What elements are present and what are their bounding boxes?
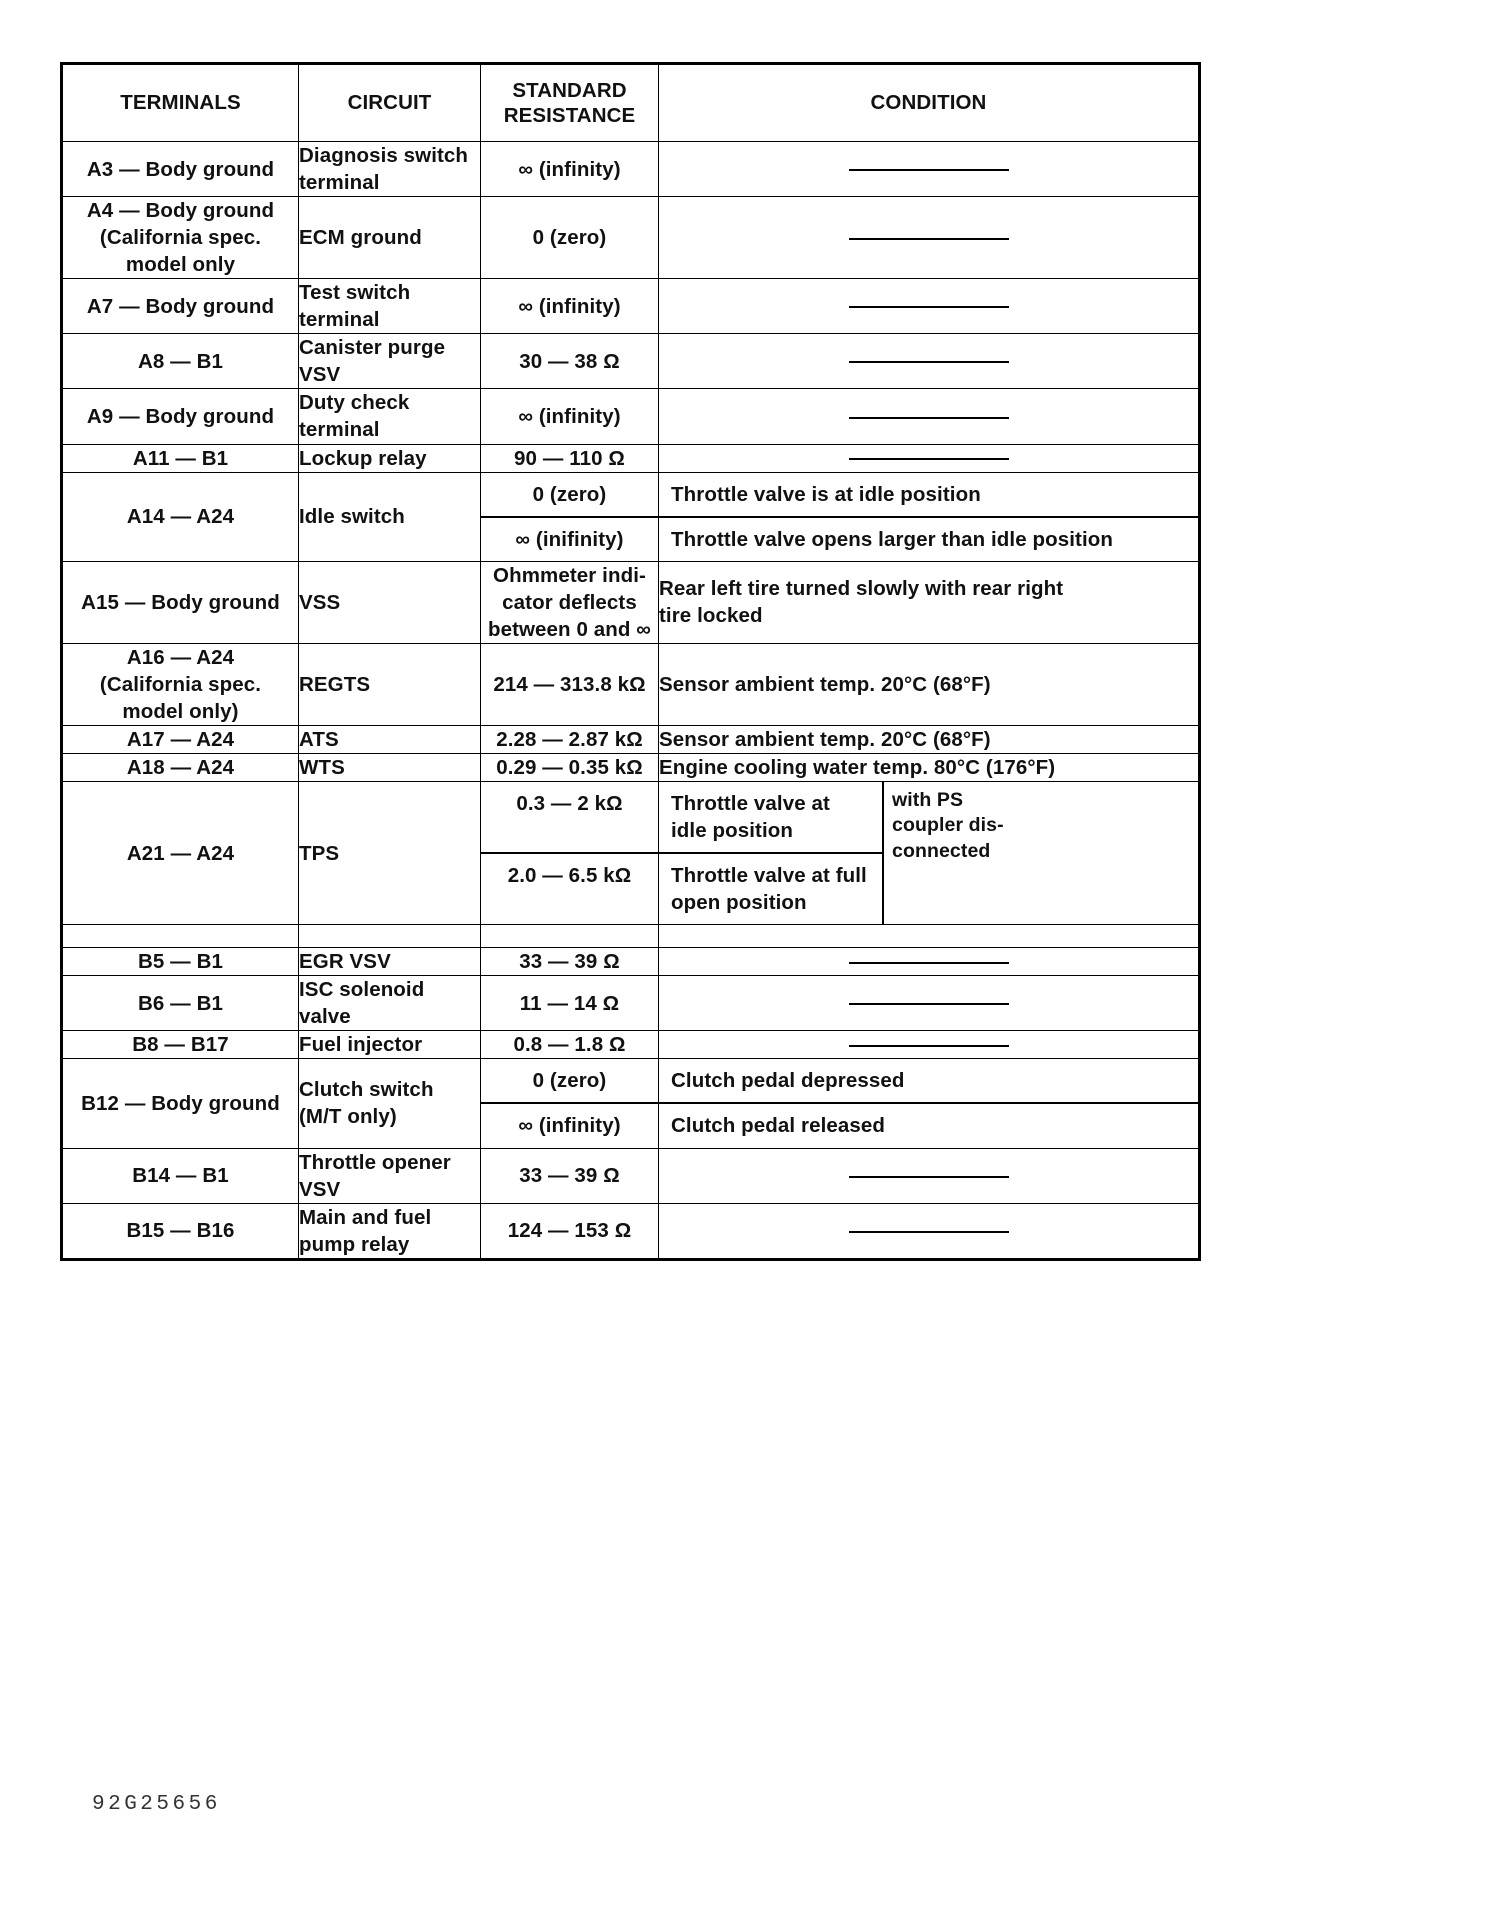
cell-terminals <box>62 753 299 781</box>
terminals-line-1: A8 — B1 <box>137 349 223 373</box>
cell-circuit <box>299 1031 481 1059</box>
terminals-line-1: A17 — A24 <box>126 727 235 751</box>
table-row <box>62 753 1200 781</box>
terminals-line-1: A11 — B1 <box>132 446 229 470</box>
cell-resistance: 11 — 14 Ω <box>481 976 659 1031</box>
cell-circuit <box>299 334 481 389</box>
cell-terminals <box>62 472 299 561</box>
circuit-line-1: Test switch <box>299 281 411 305</box>
terminals-line-1: B15 — B16 <box>126 1219 235 1243</box>
cell-resistance: 90 — 110 Ω <box>481 444 659 472</box>
section-spacer-row <box>62 925 1200 948</box>
table-row <box>62 782 1200 925</box>
cell-resistance: 33 — 39 Ω <box>481 1148 659 1203</box>
cell-circuit <box>299 782 481 925</box>
no-condition-dash <box>849 361 1009 363</box>
cell-resistance: ∞ (infinity) <box>481 279 659 334</box>
circuit-line-2: VSV <box>299 1177 341 1201</box>
cell-terminals <box>62 1148 299 1203</box>
cell-condition <box>659 948 1200 976</box>
cell-resistance: 0 (zero) <box>481 1059 658 1104</box>
cell-resistance: 0 (zero) <box>481 473 658 518</box>
cell-terminals <box>62 976 299 1031</box>
table-row <box>62 561 1200 643</box>
circuit-line-1: Main and fuel <box>299 1205 432 1229</box>
cell-condition <box>659 334 1200 389</box>
ps-note-line-1: with PS <box>892 789 964 812</box>
terminals-line-1: B6 — B1 <box>137 991 223 1015</box>
cell-circuit <box>299 279 481 334</box>
circuit-line-1: REGTS <box>299 672 371 696</box>
no-condition-dash <box>849 306 1009 308</box>
cell-condition <box>659 976 1200 1031</box>
cell-terminals <box>62 279 299 334</box>
circuit-line-2: terminal <box>299 308 380 332</box>
cell-resistance: 214 — 313.8 kΩ <box>481 643 659 725</box>
cell-resistance: 33 — 39 Ω <box>481 948 659 976</box>
ecm-terminal-resistance-table <box>60 62 1201 1261</box>
cell-circuit <box>299 472 481 561</box>
table-row <box>62 389 1200 444</box>
circuit-line-1: ATS <box>299 727 339 751</box>
cell-terminals <box>62 1031 299 1059</box>
circuit-line-2: pump relay <box>299 1232 410 1256</box>
circuit-line-1: VSS <box>299 590 341 614</box>
cell-terminals <box>62 561 299 643</box>
sub-row <box>481 782 882 854</box>
circuit-line-1: Clutch switch <box>299 1078 434 1102</box>
header-standard-resistance <box>481 64 659 142</box>
no-condition-dash <box>849 417 1009 419</box>
cell-terminals <box>62 444 299 472</box>
terminals-line-1: A21 — A24 <box>126 841 235 865</box>
table-row <box>62 334 1200 389</box>
cell-condition: Throttle valve at full open position <box>671 864 867 915</box>
cell-condition: Clutch pedal depressed <box>659 1059 1198 1104</box>
cell-ps-coupler-note <box>882 782 1198 924</box>
terminals-line-1: B5 — B1 <box>137 950 223 974</box>
circuit-line-2: VSV <box>299 363 341 387</box>
cell-condition <box>659 389 1200 444</box>
table-row <box>62 725 1200 753</box>
page-footer-code: 92G25656 <box>92 1793 221 1816</box>
cell-terminals <box>62 643 299 725</box>
cell-resistance: 0.29 — 0.35 kΩ <box>481 753 659 781</box>
cell-condition <box>659 1148 1200 1203</box>
circuit-line-1: Diagnosis switch <box>299 144 469 167</box>
table-row <box>62 444 1200 472</box>
terminals-line-1: A4 — Body ground <box>86 199 275 223</box>
spacer-cell <box>299 925 481 948</box>
terminals-line-1: B8 — B17 <box>132 1033 229 1057</box>
table-body <box>62 142 1200 1260</box>
table-row <box>62 279 1200 334</box>
circuit-line-1: Duty check <box>299 391 410 415</box>
table-row <box>62 948 1200 976</box>
ps-note-line-3: connected <box>892 839 991 862</box>
circuit-line-1: ISC solenoid <box>299 978 425 1002</box>
no-condition-dash <box>849 458 1009 460</box>
cell-circuit <box>299 197 481 279</box>
table-row <box>62 1203 1200 1259</box>
circuit-line-2: valve <box>299 1005 351 1029</box>
no-condition-dash <box>849 962 1009 964</box>
circuit-line-1: Idle switch <box>299 505 405 529</box>
cell-condition: Throttle valve is at idle position <box>659 473 1198 518</box>
terminals-line-2: (California spec. <box>99 672 262 696</box>
cell-circuit <box>299 753 481 781</box>
cell-resistance: 0.8 — 1.8 Ω <box>481 1031 659 1059</box>
cell-condition <box>659 279 1200 334</box>
cell-terminals <box>62 725 299 753</box>
circuit-line-1: Lockup relay <box>299 446 427 470</box>
cell-resistance-split <box>481 472 659 561</box>
header-condition: CONDITION <box>659 64 1200 142</box>
resistance-line-3: between 0 and ∞ <box>487 617 652 641</box>
header-terminals: TERMINALS <box>62 64 299 142</box>
terminals-line-1: A15 — Body ground <box>81 590 280 614</box>
spacer-cell <box>659 925 1200 948</box>
table-header-row <box>62 64 1200 142</box>
spacer-cell <box>481 925 659 948</box>
cell-condition-split <box>659 472 1200 561</box>
cell-resistance: ∞ (infinity) <box>518 1114 621 1138</box>
circuit-line-1: EGR VSV <box>299 950 391 974</box>
cell-terminals <box>62 389 299 444</box>
cell-circuit <box>299 643 481 725</box>
cell-condition: Throttle valve opens larger than idle position <box>671 527 1114 551</box>
cell-terminals <box>62 142 299 197</box>
circuit-line-2: (M/T only) <box>299 1105 397 1129</box>
cell-condition <box>659 1203 1200 1259</box>
no-condition-dash <box>849 169 1009 171</box>
circuit-line-1: Throttle opener <box>299 1150 451 1174</box>
sub-row <box>481 854 882 924</box>
cell-resistance: 124 — 153 Ω <box>481 1203 659 1259</box>
table-row <box>62 197 1200 279</box>
terminals-line-1: A16 — A24 <box>126 645 235 669</box>
cell-resistance: ∞ (inifinity) <box>515 527 624 551</box>
condition-line-2: tire locked <box>659 604 763 628</box>
cell-circuit <box>299 142 481 197</box>
cell-circuit <box>299 976 481 1031</box>
terminals-line-1: A9 — Body ground <box>86 404 275 428</box>
circuit-line-1: ECM ground <box>299 226 422 250</box>
cell-circuit <box>299 948 481 976</box>
terminals-line-1: A7 — Body ground <box>86 294 275 318</box>
cell-resistance: 0.3 — 2 kΩ <box>481 782 659 852</box>
no-condition-dash <box>849 1231 1009 1233</box>
terminals-line-1: B12 — Body ground <box>81 1091 280 1115</box>
cell-circuit <box>299 1148 481 1203</box>
table-row <box>62 643 1200 725</box>
circuit-line-2: terminal <box>299 418 380 442</box>
cell-condition <box>659 1031 1200 1059</box>
cell-resistance: ∞ (infinity) <box>481 389 659 444</box>
cell-circuit <box>299 1059 481 1148</box>
cell-terminals <box>62 197 299 279</box>
no-condition-dash <box>849 238 1009 240</box>
cell-condition: Sensor ambient temp. 20°C (68°F) <box>659 725 1200 753</box>
table-row <box>62 1059 1200 1148</box>
terminals-line-1: A14 — A24 <box>126 505 235 529</box>
cell-condition <box>659 444 1200 472</box>
table-row <box>62 976 1200 1031</box>
cell-resistance: ∞ (infinity) <box>481 142 659 197</box>
cell-condition-split <box>659 1059 1200 1148</box>
header-standard-resistance-line2: RESISTANCE <box>503 104 636 127</box>
no-condition-dash <box>849 1045 1009 1047</box>
cell-resistance-split <box>481 1059 659 1148</box>
cell-circuit <box>299 444 481 472</box>
cell-circuit <box>299 561 481 643</box>
spacer-cell <box>62 925 299 948</box>
cell-terminals <box>62 1203 299 1259</box>
terminals-line-3: model only <box>125 253 236 277</box>
circuit-line-1: WTS <box>299 755 345 779</box>
cell-resistance: 0 (zero) <box>481 197 659 279</box>
cell-condition: Clutch pedal released <box>671 1114 886 1138</box>
circuit-line-2: terminal <box>299 171 380 195</box>
circuit-line-1: Fuel injector <box>299 1033 423 1057</box>
cell-resistance <box>481 561 659 643</box>
resistance-line-1: Ohmmeter indi- <box>493 563 646 587</box>
cell-circuit <box>299 389 481 444</box>
condition-line-1: Rear left tire turned slowly with rear right <box>659 577 1064 601</box>
cell-terminals <box>62 334 299 389</box>
header-circuit: CIRCUIT <box>299 64 481 142</box>
terminals-line-1: A18 — A24 <box>126 755 235 779</box>
cell-resistance: 30 — 38 Ω <box>481 334 659 389</box>
table-row <box>62 472 1200 561</box>
circuit-line-1: TPS <box>299 841 340 865</box>
ps-note-line-2: coupler dis- <box>892 814 1004 837</box>
circuit-line-1: Canister purge <box>299 336 446 360</box>
header-standard-resistance-line1: STANDARD <box>512 79 627 102</box>
cell-condition: Engine cooling water temp. 80°C (176°F) <box>659 753 1200 781</box>
cell-condition: Throttle valve at idle position <box>671 792 830 843</box>
resistance-line-2: cator deflects <box>502 590 637 614</box>
cell-terminals <box>62 1059 299 1148</box>
cell-resistance: 2.28 — 2.87 kΩ <box>481 725 659 753</box>
table-row <box>62 1148 1200 1203</box>
no-condition-dash <box>849 1176 1009 1178</box>
table-row <box>62 142 1200 197</box>
cell-condition: Sensor ambient temp. 20°C (68°F) <box>659 643 1200 725</box>
terminals-line-1: A3 — Body ground <box>86 157 275 181</box>
no-condition-dash <box>849 1003 1009 1005</box>
cell-circuit <box>299 725 481 753</box>
cell-split-with-note <box>481 782 1200 925</box>
terminals-line-1: B14 — B1 <box>132 1164 229 1188</box>
cell-resistance: 2.0 — 6.5 kΩ <box>481 854 659 924</box>
cell-terminals <box>62 782 299 925</box>
table-row <box>62 1031 1200 1059</box>
cell-condition <box>659 142 1200 197</box>
cell-circuit <box>299 1203 481 1259</box>
terminals-line-2: (California spec. <box>99 226 262 250</box>
cell-condition <box>659 561 1200 643</box>
cell-terminals <box>62 948 299 976</box>
cell-condition <box>659 197 1200 279</box>
terminals-line-3: model only) <box>122 699 239 723</box>
